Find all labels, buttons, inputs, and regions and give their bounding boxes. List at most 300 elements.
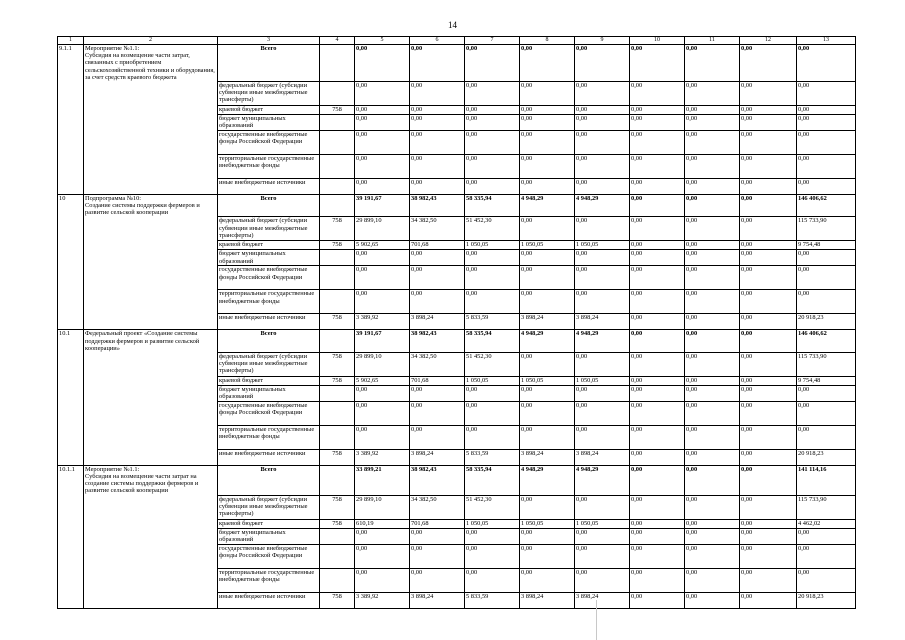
item-code	[58, 376, 84, 385]
table-row	[58, 465, 856, 495]
amount-cell: 0,00	[520, 217, 575, 241]
amount-cell: 0,00	[355, 154, 410, 178]
amount-cell: 0,00	[355, 130, 410, 154]
amount-cell: 0,00	[465, 528, 520, 544]
funding-source: Всего	[218, 45, 320, 82]
budget-code	[320, 178, 355, 194]
amount-cell: 0,00	[630, 465, 685, 495]
amount-cell: 4 462,02	[797, 519, 856, 528]
funding-source: территориальные государственные внебюджетные фонды	[218, 290, 320, 314]
amount-cell: 0,00	[575, 105, 630, 114]
amount-cell: 39 191,67	[355, 330, 410, 353]
table-row	[58, 178, 856, 194]
amount-cell: 0,00	[740, 528, 797, 544]
amount-cell: 0,00	[520, 544, 575, 568]
amount-cell: 34 382,50	[410, 495, 465, 519]
item-code	[58, 352, 84, 376]
amount-cell: 0,00	[575, 568, 630, 592]
amount-cell: 5 833,59	[465, 449, 520, 465]
item-code	[58, 385, 84, 401]
table-row	[58, 425, 856, 449]
table-row	[58, 568, 856, 592]
table-body	[58, 37, 856, 609]
amount-cell: 0,00	[740, 217, 797, 241]
amount-cell: 701,68	[410, 241, 465, 250]
funding-source: Всего	[218, 194, 320, 217]
item-title: Мероприятие №1.1: Субсидия на возмещение части затрат на создание системы поддержки фермеров и развитие сельской кооперации	[84, 465, 218, 495]
amount-cell: 0,00	[465, 114, 520, 130]
budget-code: 758	[320, 376, 355, 385]
item-code	[58, 449, 84, 465]
amount-cell: 0,00	[575, 352, 630, 376]
amount-cell: 0,00	[575, 154, 630, 178]
budget-code	[320, 401, 355, 425]
table-row	[58, 495, 856, 519]
table-row	[58, 250, 856, 266]
item-code	[58, 130, 84, 154]
table-row	[58, 194, 856, 217]
table-row	[58, 401, 856, 425]
amount-cell: 0,00	[797, 45, 856, 82]
funding-source: Всего	[218, 465, 320, 495]
table-row	[58, 105, 856, 114]
amount-cell: 3 898,24	[575, 314, 630, 330]
table-row	[58, 376, 856, 385]
amount-cell: 0,00	[520, 385, 575, 401]
item-title	[84, 385, 218, 401]
amount-cell: 0,00	[630, 401, 685, 425]
funding-source: территориальные государственные внебюджетные фонды	[218, 425, 320, 449]
item-code	[58, 495, 84, 519]
amount-cell: 0,00	[575, 250, 630, 266]
item-code	[58, 592, 84, 608]
funding-source: краевой бюджет	[218, 241, 320, 250]
amount-cell: 0,00	[520, 45, 575, 82]
amount-cell: 0,00	[685, 376, 740, 385]
funding-source: территориальные государственные внебюджетные фонды	[218, 568, 320, 592]
item-code	[58, 217, 84, 241]
item-title	[84, 266, 218, 290]
amount-cell: 0,00	[797, 528, 856, 544]
budget-code	[320, 385, 355, 401]
budget-table	[57, 36, 856, 609]
item-title	[84, 495, 218, 519]
amount-cell: 4 948,29	[520, 330, 575, 353]
item-title	[84, 250, 218, 266]
amount-cell: 0,00	[797, 178, 856, 194]
table-row	[58, 266, 856, 290]
amount-cell: 0,00	[797, 114, 856, 130]
budget-code: 758	[320, 495, 355, 519]
amount-cell: 20 918,23	[797, 592, 856, 608]
amount-cell: 0,00	[797, 81, 856, 105]
table-row	[58, 449, 856, 465]
budget-code: 758	[320, 519, 355, 528]
amount-cell: 4 948,29	[575, 194, 630, 217]
budget-code: 758	[320, 105, 355, 114]
item-code	[58, 81, 84, 105]
amount-cell: 0,00	[797, 544, 856, 568]
amount-cell: 5 833,59	[465, 314, 520, 330]
amount-cell: 4 948,29	[575, 465, 630, 495]
amount-cell: 0,00	[685, 105, 740, 114]
table-row	[58, 352, 856, 376]
amount-cell: 51 452,30	[465, 352, 520, 376]
amount-cell: 34 382,50	[410, 217, 465, 241]
amount-cell: 0,00	[575, 266, 630, 290]
budget-code	[320, 290, 355, 314]
item-title: Мероприятие №1.1: Субсидия на возмещение части затрат, связанных с приобретением сельскохозяйственной техники и оборудования, за счет средств краевого бюджета	[84, 45, 218, 82]
item-code	[58, 178, 84, 194]
amount-cell: 115 733,90	[797, 495, 856, 519]
column-number-row	[58, 37, 856, 45]
amount-cell: 3 389,92	[355, 449, 410, 465]
amount-cell: 0,00	[740, 105, 797, 114]
amount-cell: 0,00	[630, 449, 685, 465]
amount-cell: 39 191,67	[355, 194, 410, 217]
amount-cell: 0,00	[797, 105, 856, 114]
budget-code: 758	[320, 314, 355, 330]
amount-cell: 3 898,24	[575, 449, 630, 465]
amount-cell: 0,00	[797, 154, 856, 178]
amount-cell: 0,00	[575, 45, 630, 82]
item-code	[58, 250, 84, 266]
funding-source: бюджет муниципальных образований	[218, 385, 320, 401]
amount-cell: 0,00	[630, 495, 685, 519]
amount-cell: 701,68	[410, 376, 465, 385]
amount-cell: 0,00	[797, 130, 856, 154]
funding-source: иные внебюджетные источники	[218, 449, 320, 465]
amount-cell: 0,00	[575, 385, 630, 401]
amount-cell: 0,00	[355, 528, 410, 544]
amount-cell: 0,00	[685, 250, 740, 266]
amount-cell: 0,00	[630, 114, 685, 130]
amount-cell: 0,00	[410, 130, 465, 154]
item-title	[84, 130, 218, 154]
amount-cell: 0,00	[575, 528, 630, 544]
amount-cell: 0,00	[685, 449, 740, 465]
table-row	[58, 81, 856, 105]
amount-cell: 0,00	[465, 544, 520, 568]
item-title	[84, 592, 218, 608]
amount-cell: 610,19	[355, 519, 410, 528]
item-code: 9.1.1	[58, 45, 84, 82]
amount-cell: 0,00	[465, 385, 520, 401]
column-number: 3	[218, 37, 320, 45]
amount-cell: 0,00	[630, 217, 685, 241]
amount-cell: 0,00	[410, 266, 465, 290]
amount-cell: 115 733,90	[797, 352, 856, 376]
table-row	[58, 314, 856, 330]
table-row	[58, 519, 856, 528]
item-title	[84, 290, 218, 314]
column-number: 6	[410, 37, 465, 45]
amount-cell: 0,00	[575, 290, 630, 314]
amount-cell: 0,00	[355, 568, 410, 592]
amount-cell: 0,00	[355, 266, 410, 290]
item-title	[84, 401, 218, 425]
amount-cell: 0,00	[465, 290, 520, 314]
amount-cell: 0,00	[630, 425, 685, 449]
amount-cell: 0,00	[520, 495, 575, 519]
amount-cell: 0,00	[410, 401, 465, 425]
amount-cell: 3 898,24	[575, 592, 630, 608]
amount-cell: 0,00	[520, 114, 575, 130]
amount-cell: 0,00	[465, 45, 520, 82]
amount-cell: 0,00	[630, 154, 685, 178]
item-code	[58, 154, 84, 178]
amount-cell: 0,00	[520, 401, 575, 425]
amount-cell: 0,00	[685, 544, 740, 568]
budget-code: 758	[320, 241, 355, 250]
item-code	[58, 425, 84, 449]
amount-cell: 0,00	[575, 178, 630, 194]
amount-cell: 0,00	[630, 178, 685, 194]
funding-source: иные внебюджетные источники	[218, 592, 320, 608]
item-title	[84, 544, 218, 568]
amount-cell: 0,00	[465, 130, 520, 154]
item-code	[58, 241, 84, 250]
amount-cell: 1 050,05	[465, 519, 520, 528]
amount-cell: 0,00	[630, 45, 685, 82]
amount-cell: 0,00	[520, 266, 575, 290]
amount-cell: 0,00	[685, 217, 740, 241]
funding-source: краевой бюджет	[218, 519, 320, 528]
amount-cell: 9 754,48	[797, 241, 856, 250]
item-title	[84, 217, 218, 241]
amount-cell: 0,00	[740, 178, 797, 194]
amount-cell: 0,00	[465, 154, 520, 178]
budget-code	[320, 425, 355, 449]
amount-cell: 0,00	[685, 385, 740, 401]
amount-cell: 3 389,92	[355, 314, 410, 330]
amount-cell: 0,00	[520, 290, 575, 314]
table-row	[58, 528, 856, 544]
amount-cell: 141 114,16	[797, 465, 856, 495]
amount-cell: 0,00	[740, 425, 797, 449]
amount-cell: 0,00	[575, 81, 630, 105]
amount-cell: 0,00	[630, 544, 685, 568]
item-title	[84, 528, 218, 544]
item-title	[84, 314, 218, 330]
budget-code	[320, 266, 355, 290]
amount-cell: 0,00	[630, 194, 685, 217]
amount-cell: 0,00	[685, 465, 740, 495]
budget-code	[320, 154, 355, 178]
amount-cell: 0,00	[685, 81, 740, 105]
item-title	[84, 425, 218, 449]
amount-cell: 0,00	[685, 495, 740, 519]
amount-cell: 0,00	[740, 154, 797, 178]
column-number: 11	[685, 37, 740, 45]
amount-cell: 0,00	[630, 385, 685, 401]
table-row	[58, 592, 856, 608]
table-row	[58, 154, 856, 178]
amount-cell: 0,00	[355, 290, 410, 314]
amount-cell: 0,00	[465, 105, 520, 114]
table-row	[58, 544, 856, 568]
column-number: 4	[320, 37, 355, 45]
amount-cell: 3 898,24	[520, 314, 575, 330]
amount-cell: 0,00	[630, 266, 685, 290]
table-row	[58, 241, 856, 250]
amount-cell: 0,00	[740, 314, 797, 330]
amount-cell: 0,00	[630, 81, 685, 105]
amount-cell: 0,00	[685, 401, 740, 425]
amount-cell: 0,00	[740, 250, 797, 266]
funding-source: бюджет муниципальных образований	[218, 114, 320, 130]
funding-source: бюджет муниципальных образований	[218, 250, 320, 266]
funding-source: бюджет муниципальных образований	[218, 528, 320, 544]
amount-cell: 0,00	[410, 154, 465, 178]
column-number: 1	[58, 37, 84, 45]
amount-cell: 4 948,29	[520, 194, 575, 217]
funding-source: государственные внебюджетные фонды Российской Федерации	[218, 401, 320, 425]
amount-cell: 58 335,94	[465, 330, 520, 353]
amount-cell: 1 050,05	[575, 241, 630, 250]
amount-cell: 3 898,24	[520, 449, 575, 465]
amount-cell: 0,00	[410, 528, 465, 544]
amount-cell: 0,00	[630, 105, 685, 114]
amount-cell: 0,00	[630, 528, 685, 544]
budget-code: 758	[320, 352, 355, 376]
table-row	[58, 290, 856, 314]
amount-cell: 0,00	[740, 401, 797, 425]
amount-cell: 0,00	[797, 290, 856, 314]
item-code	[58, 114, 84, 130]
amount-cell: 0,00	[355, 544, 410, 568]
budget-code: 758	[320, 449, 355, 465]
amount-cell: 0,00	[410, 114, 465, 130]
funding-source: федеральный бюджет (субсидии субвенции иные межбюджетные трансферты)	[218, 352, 320, 376]
amount-cell: 0,00	[575, 544, 630, 568]
amount-cell: 0,00	[740, 519, 797, 528]
amount-cell: 1 050,05	[465, 241, 520, 250]
amount-cell: 0,00	[630, 314, 685, 330]
amount-cell: 5 902,65	[355, 241, 410, 250]
item-code	[58, 528, 84, 544]
scan-fold-line	[596, 600, 597, 640]
item-code	[58, 568, 84, 592]
amount-cell: 3 389,92	[355, 592, 410, 608]
budget-code	[320, 465, 355, 495]
amount-cell: 0,00	[685, 290, 740, 314]
budget-code	[320, 114, 355, 130]
table-row	[58, 217, 856, 241]
amount-cell: 0,00	[630, 330, 685, 353]
amount-cell: 1 050,05	[520, 376, 575, 385]
amount-cell: 3 898,24	[520, 592, 575, 608]
amount-cell: 0,00	[797, 250, 856, 266]
amount-cell: 115 733,90	[797, 217, 856, 241]
amount-cell: 0,00	[740, 376, 797, 385]
amount-cell: 0,00	[797, 385, 856, 401]
funding-source: федеральный бюджет (субсидии субвенции иные межбюджетные трансферты)	[218, 81, 320, 105]
amount-cell: 0,00	[685, 266, 740, 290]
amount-cell: 0,00	[685, 178, 740, 194]
amount-cell: 20 918,23	[797, 314, 856, 330]
budget-code	[320, 81, 355, 105]
amount-cell: 20 918,23	[797, 449, 856, 465]
amount-cell: 58 335,94	[465, 465, 520, 495]
amount-cell: 0,00	[410, 105, 465, 114]
item-code: 10	[58, 194, 84, 217]
amount-cell: 0,00	[740, 114, 797, 130]
item-code: 10.1.1	[58, 465, 84, 495]
item-code	[58, 105, 84, 114]
item-title	[84, 81, 218, 105]
page-number: 14	[448, 20, 457, 30]
amount-cell: 0,00	[630, 130, 685, 154]
amount-cell: 3 898,24	[410, 314, 465, 330]
item-title	[84, 154, 218, 178]
amount-cell: 38 982,43	[410, 330, 465, 353]
table-row	[58, 45, 856, 82]
amount-cell: 0,00	[685, 130, 740, 154]
budget-code	[320, 130, 355, 154]
amount-cell: 5 833,59	[465, 592, 520, 608]
amount-cell: 0,00	[520, 105, 575, 114]
item-code	[58, 290, 84, 314]
budget-code	[320, 194, 355, 217]
amount-cell: 0,00	[355, 114, 410, 130]
item-title: Федеральный проект «Создание системы поддержки фермеров и развитие сельской кооперации»	[84, 330, 218, 353]
amount-cell: 0,00	[575, 425, 630, 449]
amount-cell: 0,00	[355, 385, 410, 401]
amount-cell: 0,00	[520, 178, 575, 194]
amount-cell: 146 406,62	[797, 330, 856, 353]
item-title	[84, 519, 218, 528]
amount-cell: 0,00	[740, 130, 797, 154]
amount-cell: 0,00	[685, 330, 740, 353]
amount-cell: 0,00	[575, 217, 630, 241]
amount-cell: 0,00	[575, 114, 630, 130]
amount-cell: 0,00	[740, 495, 797, 519]
item-code	[58, 401, 84, 425]
table-row	[58, 385, 856, 401]
amount-cell: 0,00	[465, 266, 520, 290]
table-row	[58, 330, 856, 353]
amount-cell: 0,00	[685, 114, 740, 130]
amount-cell: 58 335,94	[465, 194, 520, 217]
table-row	[58, 114, 856, 130]
amount-cell: 29 899,10	[355, 352, 410, 376]
amount-cell: 0,00	[355, 178, 410, 194]
amount-cell: 3 898,24	[410, 592, 465, 608]
table-row	[58, 130, 856, 154]
item-title	[84, 105, 218, 114]
amount-cell: 9 754,48	[797, 376, 856, 385]
amount-cell: 0,00	[465, 250, 520, 266]
amount-cell: 29 899,10	[355, 495, 410, 519]
amount-cell: 0,00	[410, 290, 465, 314]
amount-cell: 0,00	[740, 194, 797, 217]
amount-cell: 0,00	[575, 401, 630, 425]
amount-cell: 51 452,30	[465, 217, 520, 241]
amount-cell: 0,00	[410, 250, 465, 266]
amount-cell: 0,00	[520, 352, 575, 376]
budget-code: 758	[320, 592, 355, 608]
amount-cell: 0,00	[740, 266, 797, 290]
budget-code	[320, 250, 355, 266]
amount-cell: 0,00	[575, 495, 630, 519]
funding-source: федеральный бюджет (субсидии субвенции иные межбюджетные трансферты)	[218, 217, 320, 241]
amount-cell: 1 050,05	[575, 376, 630, 385]
amount-cell: 0,00	[685, 592, 740, 608]
amount-cell: 0,00	[740, 352, 797, 376]
amount-cell: 0,00	[410, 385, 465, 401]
amount-cell: 0,00	[520, 425, 575, 449]
